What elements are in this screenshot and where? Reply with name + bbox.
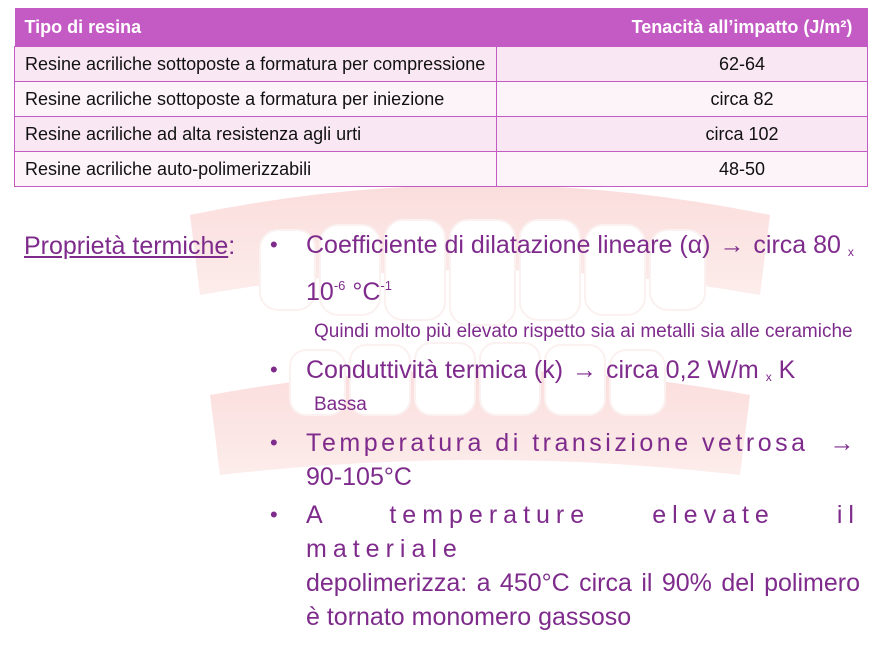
section-colon: :	[228, 232, 236, 260]
bullet-value-number: 80	[813, 231, 841, 259]
bullet-value-unit: °C	[352, 278, 381, 306]
bullet-text: Conduttività termica (k)	[306, 356, 564, 384]
bullet-text: Temperatura di transizione vetrosa	[306, 429, 809, 457]
table-cell-value: 62-64	[497, 47, 868, 82]
table-cell-value: circa 102	[497, 117, 868, 152]
bullet-unit-exponent: -1	[380, 278, 392, 293]
section-title: Proprietà termiche	[24, 232, 229, 260]
section-label	[24, 232, 235, 261]
bullet-value: circa 0,2 W/m	[605, 356, 759, 384]
times-sign: x	[847, 245, 854, 259]
bullet-icon: •	[270, 502, 278, 527]
table-cell-type: Resine acriliche sottoposte a formatura per iniezione	[15, 82, 497, 117]
table-cell-type: Resine acriliche sottoposte a formatura per compressione	[15, 47, 497, 82]
bullet-item-glass-transition	[270, 426, 860, 494]
note-text: Quindi molto più elevato rispetto sia ai metalli sia alle ceramiche	[314, 321, 853, 342]
bullet-value-unit: K	[778, 356, 796, 384]
bullet-value-base: 10	[306, 278, 334, 306]
table-cell-type: Resine acriliche ad alta resistenza agli urti	[15, 117, 497, 152]
bullet-text-line	[306, 426, 860, 460]
arrow-right-icon: →	[719, 231, 745, 259]
impact-toughness-table	[14, 8, 868, 187]
header-impact-toughness: Tenacità all’impatto (J/m²)	[497, 8, 868, 47]
bullet-value-prefix: circa	[753, 231, 807, 259]
arrow-right-icon: →	[829, 429, 858, 457]
bullet-value-exponent: -6	[333, 278, 346, 293]
times-sign: x	[765, 370, 772, 384]
header-resin-type: Tipo di resina	[15, 8, 497, 47]
table-row	[15, 152, 868, 187]
bullet-icon: •	[270, 232, 278, 257]
bullet-text: Coefficiente di dilatazione lineare (α)	[306, 231, 711, 259]
bullet-item-depolymerization	[270, 498, 860, 634]
table-row	[15, 47, 868, 82]
note-text: Bassa	[314, 394, 367, 415]
bullet-value: 90-105°C	[306, 463, 412, 491]
table-cell-value: 48-50	[497, 152, 868, 187]
bullet-icon: •	[270, 430, 278, 455]
table-row	[15, 117, 868, 152]
bullet-text-rest: depolimerizza: a 450°C circa il 90% del polimero è tornato monomero gassoso	[306, 569, 860, 631]
table-header-row	[15, 8, 868, 47]
bullet-item-thermal-conductivity	[270, 353, 860, 394]
table-row	[15, 82, 868, 117]
thermal-properties-list	[270, 228, 860, 634]
bullet-text-line1: A temperature elevate il materiale	[306, 501, 860, 563]
table-cell-value: circa 82	[497, 82, 868, 117]
table-cell-type: Resine acriliche auto-polimerizzabili	[15, 152, 497, 187]
bullet-item-thermal-expansion	[270, 228, 860, 309]
bullet-icon: •	[270, 357, 278, 382]
arrow-right-icon: →	[571, 356, 597, 384]
